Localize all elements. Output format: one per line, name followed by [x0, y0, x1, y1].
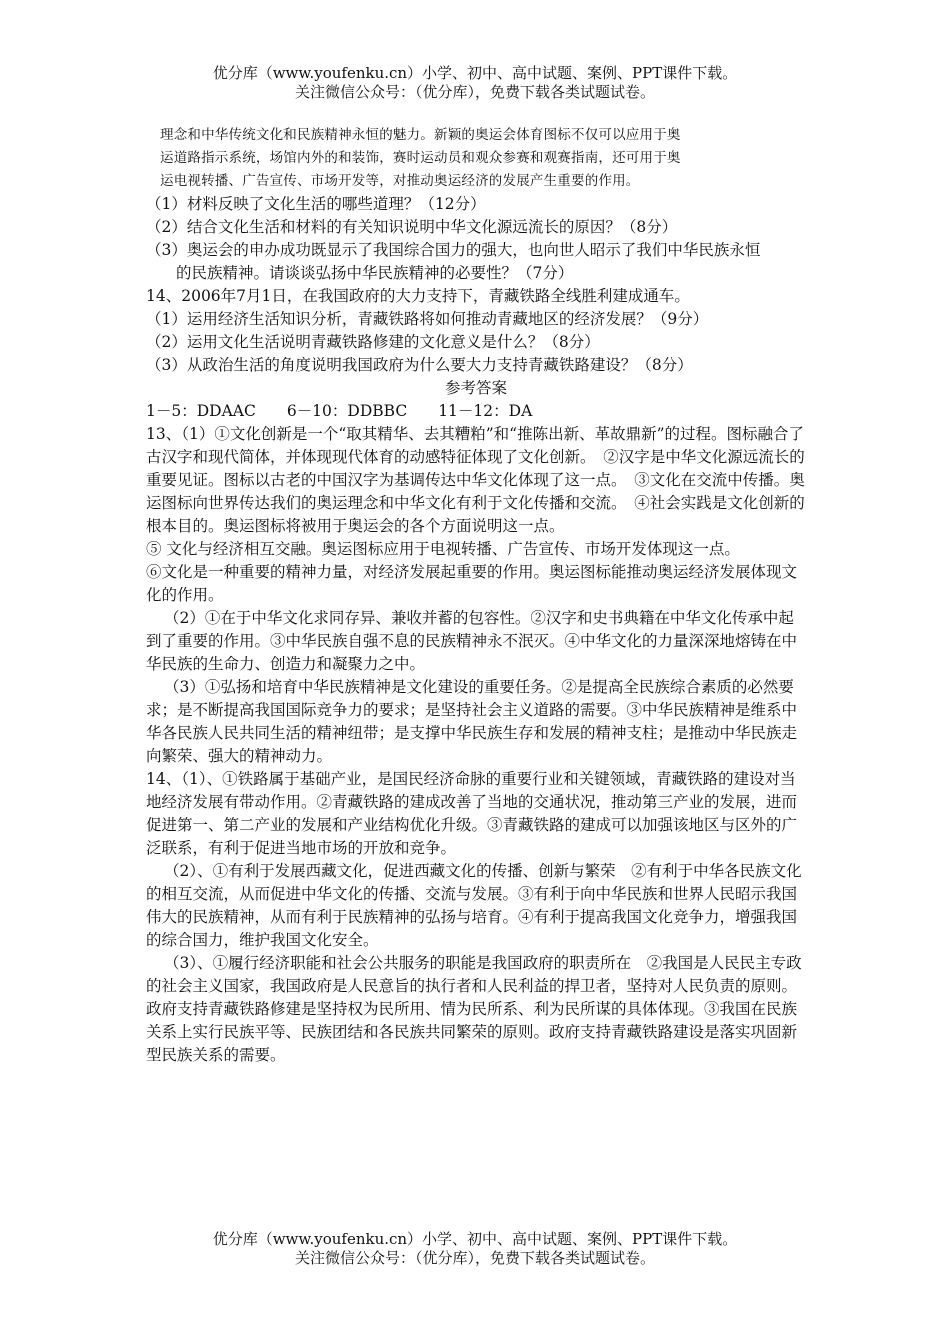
footer-line-2: 关注微信公众号：（优分库），免费下载各类试题试卷。: [294, 1249, 655, 1267]
document-body: [146, 124, 806, 1067]
material-line: 运道路指示系统，场馆内外的和装饰，赛时运动员和观众参赛和观赛指南，还可用于奥: [160, 150, 681, 166]
answer-title: 参考答案: [444, 379, 507, 397]
question-14: [146, 285, 806, 377]
q14-stem: 14、2006年7月1日，在我国政府的大力支持下，青藏铁路全线胜利建成通车。: [146, 287, 690, 305]
q13-item-3: （3）奥运会的申办成功既显示了我国综合国力的强大，也向世人昭示了我们中华民族永恒: [146, 241, 761, 259]
answer-section: [146, 377, 806, 1067]
answer-13-1: 13、（1）①文化创新是一个“取其精华、去其糟粕”和“推陈出新、革故鼎新”的过程。图标融合了古汉字和现代简体，并体现现代体育的动感特征体现了文化创新。 ②汉字是中华文化源远流长的重要见证。图标以古老的中国汉字为基调传达中华文化体现了这一点。 ③文化在交流中传播。奥运图标向世界传达我们的奥运理念和中华文化有利于文化传播和交流。 ④社会实践是文化创新的根本目的。奥运图标将被用于奥运会的各个方面说明这一点。: [146, 425, 805, 535]
choice-answers: 1－5：DDAAC 6－10：DDBBC 11－12：DA: [146, 402, 533, 420]
question-13-items: [146, 193, 806, 285]
header-line-2: 关注微信公众号：（优分库），免费下载各类试题试卷。: [294, 83, 655, 101]
answer-13-1-point5: ⑤ 文化与经济相互交融。奥运图标应用于电视转播、广告宣传、市场开发体现这一点。: [146, 540, 740, 558]
footer-line-1: 优分库（www.youfenku.cn）小学、初中、高中试题、案例、PPT课件下载。: [212, 1230, 738, 1248]
material-text: [146, 124, 806, 193]
page-footer: [0, 1230, 950, 1268]
q13-item-3-cont: 的民族精神。请谈谈弘扬中华民族精神的必要性？（7分）: [176, 264, 574, 282]
q13-item-2: （2）结合文化生活和材料的有关知识说明中华文化源远流长的原因？（8分）: [146, 218, 678, 236]
material-line: 运电视转播、广告宣传、市场开发等，对推动奥运经济的发展产生重要的作用。: [160, 173, 640, 189]
answer-13-1-point6: ⑥文化是一种重要的精神力量，对经济发展起重要的作用。奥运图标能推动奥运经济发展体现文化的作用。: [146, 563, 798, 604]
q14-item-3: （3）从政治生活的角度说明我国政府为什么要大力支持青藏铁路建设？（8分）: [146, 356, 693, 374]
answer-14-1: 14、（1）、①铁路属于基础产业，是国民经济命脉的重要行业和关键领域，青藏铁路的建设对当地经济发展有带动作用。②青藏铁路的建成改善了当地的交通状况，推动第三产业的发展，进而促进第一、第二产业的发展和产业结构优化升级。③青藏铁路的建成可以加强该地区与区外的广泛联系，有利于促进当地市场的开放和竞争。: [146, 770, 798, 857]
answer-13-3: （3）①弘扬和培育中华民族精神是文化建设的重要任务。②是提高全民族综合素质的必然要求；是不断提高我国国际竞争力的要求；是坚持社会主义道路的需要。③中华民族精神是维系中华各民族人民共同生活的精神纽带；是支撑中华民族生存和发展的精神支柱；是推动中华民族走向繁荣、强大的精神动力。: [146, 678, 798, 765]
q14-item-2: （2）运用文化生活说明青藏铁路修建的文化意义是什么？（8分）: [146, 333, 600, 351]
q14-item-1: （1）运用经济生活知识分析，青藏铁路将如何推动青藏地区的经济发展？（9分）: [146, 310, 709, 328]
answer-14-2: （2）、①有利于发展西藏文化，促进西藏文化的传播、创新与繁荣 ②有利于中华各民族文化的相互交流，从而促进中华文化的传播、交流与发展。③有利于向中华民族和世界人民昭示我国伟大的民族精神，从而有利于民族精神的弘扬与培育。④有利于提高我国文化竞争力，增强我国的综合国力，维护我国文化安全。: [146, 862, 802, 949]
header-line-1: 优分库（www.youfenku.cn）小学、初中、高中试题、案例、PPT课件下载。: [212, 64, 738, 82]
answer-14-3: （3）、①履行经济职能和社会公共服务的职能是我国政府的职责所在 ②我国是人民民主专政的社会主义国家，我国政府是人民意旨的执行者和人民利益的捍卫者，坚持对人民负责的原则。政府支持青藏铁路修建是坚持权为民所用、情为民所系、利为民所谋的具体体现。③我国在民族关系上实行民族平等、民族团结和各民族共同繁荣的原则。政府支持青藏铁路建设是落实巩固新型民族关系的需要。: [146, 954, 802, 1064]
answer-13-2: （2）①在于中华文化求同存异、兼收并蓄的包容性。②汉字和史书典籍在中华文化传承中起到了重要的作用。③中华民族自强不息的民族精神永不泯灭。④中华文化的力量深深地熔铸在中华民族的生命力、创造力和凝聚力之中。: [146, 609, 798, 673]
page-header: [0, 64, 950, 102]
q13-item-1: （1）材料反映了文化生活的哪些道理？（12分）: [146, 195, 486, 213]
material-line: 理念和中华传统文化和民族精神永恒的魅力。新颖的奥运会体育图标不仅可以应用于奥: [160, 127, 681, 143]
